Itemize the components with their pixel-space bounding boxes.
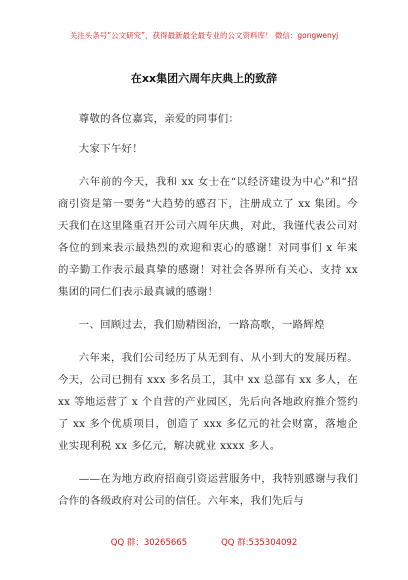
footer-qq-group-1: QQ 群：30265665 — [110, 538, 188, 548]
document-body — [58, 108, 358, 523]
body-paragraph: 六年前的今天，我和 xx 女士在“以经济建设为中心”和“招商引资是第一要务”大趋势的感召下，注册成立了 xx 集团。今天我们在这里隆重召开公司六周年庆典，对此，我谨代表公司对各位的到来表示最热烈的欢迎和衷心的感谢！对同事们 x 年来的辛勤工作表示最真挚的感谢！对社会各界所有关心、支持 xx 集团的同仁们表示最真诚的感谢！ — [58, 176, 358, 298]
salutation-paragraph: 尊敬的各位嘉宾，亲爱的同事们： — [78, 113, 240, 125]
greeting-paragraph: 大家下午好！ — [78, 143, 143, 155]
footer-contact — [0, 536, 408, 548]
header-banner: 关注头条号“公文研究”，获得最新最全最专业的公文资料库！ 微信：gongwenyj — [69, 31, 339, 40]
section-heading: 一、回顾过去，我们励精图治，一路高歌，一路辉煌 — [78, 319, 325, 331]
body-paragraph: ——在为地方政府招商引资运营服务中，我特别感谢与我们合作的各级政府对公司的信任。六年来，我们先后与 — [58, 473, 358, 507]
body-paragraph: 六年来，我们公司经历了从无到有、从小到大的发展历程。今天，公司已拥有 xxx 多名员工，其中 xx 总部有 xx 多人，在 xx 等地运营了 x 个自营的产业园区，先后向各地政府推介签约了 xx 多个优质项目，创造了 xxx 多亿元的社会财富，落地企业实现利税 xx 多亿元，解决就业 xxxx 多人。 — [58, 352, 358, 452]
footer-qq-group-2: QQ 群:535304092 — [221, 538, 298, 548]
page-title: 在xx集团六周年庆典上的致辞 — [130, 72, 278, 85]
